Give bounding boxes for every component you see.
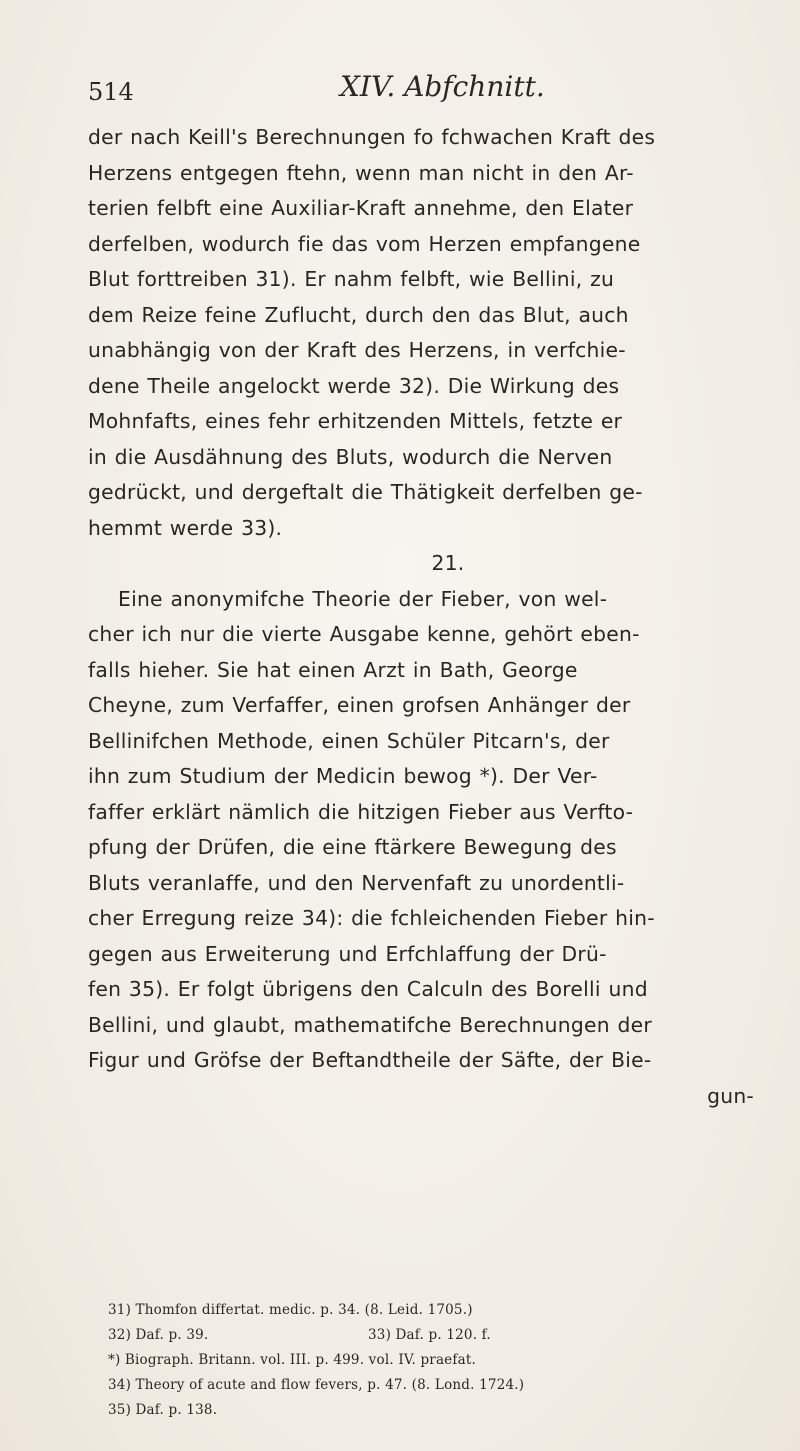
- text-line: Herzens entgegen ftehn, wenn man nicht in den Ar-: [88, 160, 634, 185]
- running-head: XIV. Abfchnitt.: [340, 70, 545, 103]
- text-line: gedrückt, und dergeftalt die Thätigkeit derfelben ge-: [88, 480, 643, 504]
- text-line: dene Theile angelockt werde 32). Die Wirkung des: [88, 373, 620, 398]
- text-line: pfung der Drüfen, die eine ftärkere Bewegung des: [88, 835, 617, 859]
- text-line: terien felbft eine Auxiliar-Kraft annehme, den Elater: [88, 196, 634, 220]
- footnote-star: *) Biograph. Britann. vol. III. p. 499. vol. IV. praefat.: [108, 1352, 476, 1368]
- text-line: Bluts veranlaffe, und den Nervenfaft zu unordentli-: [88, 870, 625, 895]
- text-line: dem Reize feine Zuflucht, durch den das Blut, auch: [88, 302, 629, 327]
- footnote-35: 35) Daf. p. 138.: [108, 1402, 218, 1418]
- text-line: cher ich nur die vierte Ausgabe kenne, gehört eben-: [88, 622, 640, 646]
- text-line: faffer erklärt nämlich die hitzigen Fieber aus Verfto-: [88, 799, 634, 824]
- text-line: unabhängig von der Kraft des Herzens, in verfchie-: [88, 338, 626, 362]
- text-line: Figur und Gröfse der Beftandtheile der Säfte, der Bie-: [88, 1048, 652, 1072]
- page-header: [88, 70, 728, 110]
- text-line: ihn zum Studium der Medicin bewog *). Der Ver-: [88, 764, 598, 788]
- text-line: Eine anonymifche Theorie der Fieber, von wel-: [118, 586, 608, 611]
- text-line: cher Erregung reize 34): die fchleichenden Fieber hin-: [88, 906, 655, 930]
- footnote-row: [108, 1323, 748, 1348]
- footnote-33: 33) Daf. p. 120. f.: [368, 1327, 491, 1343]
- paragraph-1: [88, 120, 768, 546]
- text-line: Cheyne, zum Verfaffer, einen grofsen Anhänger der: [88, 693, 631, 717]
- text-line: falls hieher. Sie hat einen Arzt in Bath, George: [88, 657, 578, 682]
- text-line: Blut forttreiben 31). Er nahm felbft, wie Bellini, zu: [88, 267, 615, 291]
- text-line: Bellinifchen Methode, einen Schüler Pitcarn's, der: [88, 728, 610, 753]
- catchword: gun-: [707, 1083, 754, 1108]
- paragraph-2: [88, 582, 768, 1079]
- text-line: fen 35). Er folgt übrigens den Calculn des Borelli und: [88, 977, 648, 1001]
- text-line: derfelben, wodurch fie das vom Herzen empfangene: [88, 231, 641, 256]
- text-line: Bellini, und glaubt, mathematifche Berechnungen der: [88, 1012, 652, 1037]
- section-number: 21.: [431, 551, 465, 575]
- text-line: in die Ausdähnung des Bluts, wodurch die Nerven: [88, 444, 613, 469]
- body-text: [88, 120, 768, 1114]
- text-line: hemmt werde 33).: [88, 515, 283, 540]
- text-line: Mohnfafts, eines fehr erhitzenden Mittels, fetzte er: [88, 409, 623, 433]
- footnote-34: 34) Theory of acute and flow fevers, p. 47. (8. Lond. 1724.): [108, 1377, 525, 1393]
- page-number: 514: [88, 78, 134, 106]
- footnote-32: 32) Daf. p. 39.: [108, 1327, 209, 1343]
- text-line: der nach Keill's Berechnungen fo fchwachen Kraft des: [88, 125, 656, 149]
- footnotes: [108, 1298, 748, 1423]
- text-line: gegen aus Erweiterung und Erfchlaffung der Drü-: [88, 941, 607, 966]
- footnote-31: 31) Thomfon differtat. medic. p. 34. (8. Leid. 1705.): [108, 1302, 473, 1318]
